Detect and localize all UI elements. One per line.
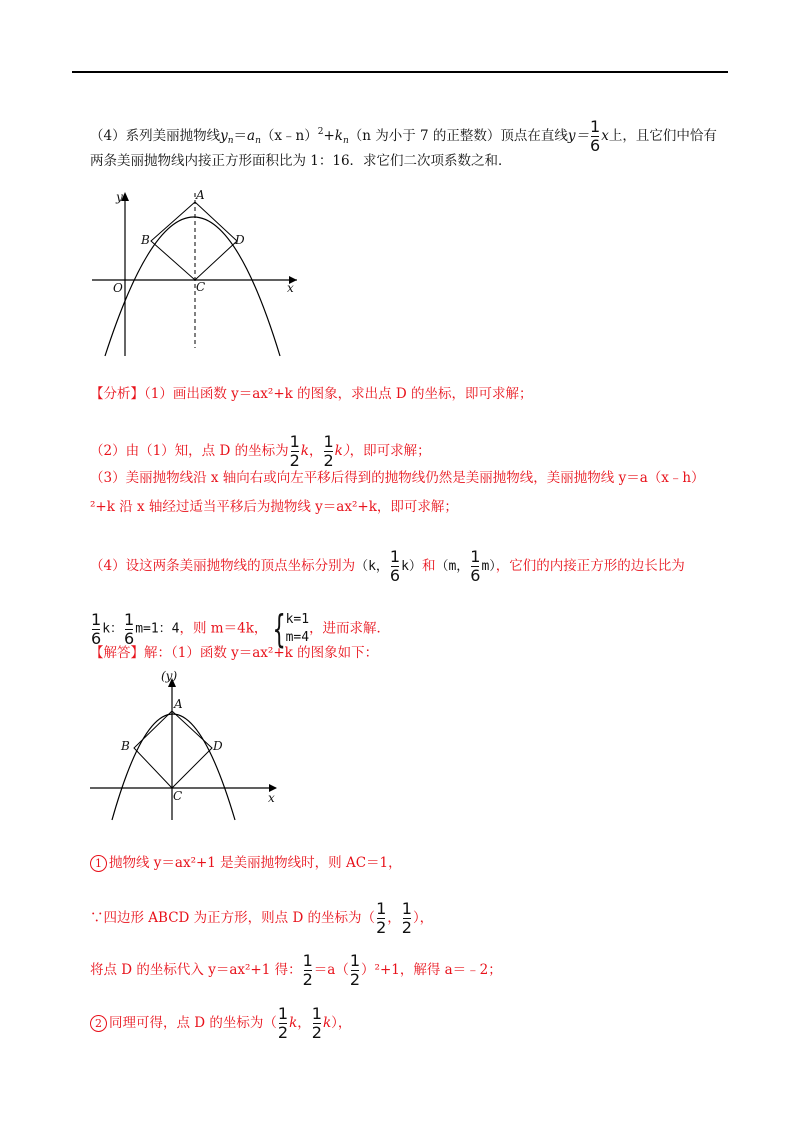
answer-step-2: ∵四边形 ABCD 为正方形，则点 D 的坐标为（ $\frac{1}{2}$ ， $\frac{1}{2}$ ）， xyxy=(90,899,434,937)
label-a: A xyxy=(196,188,205,202)
analysis-line-5: （4）设这两条美丽抛物线的顶点坐标分别为（k， $\frac{1}{6}$ k）和（m， $\frac{1}{6}$ m），它们的内接正方形的边长比为 xyxy=(90,547,685,585)
answer-line-1: 【解答】解：（1）函数 y＝ax²+k 的图象如下： xyxy=(90,645,379,661)
label-y: (y) xyxy=(161,669,178,683)
answer-step-4: 2 同理可得，点 D 的坐标为（ $\frac{1}{2}$ k， $\frac{1}{2}$ k）， xyxy=(90,1005,351,1042)
figure-parabola-2 xyxy=(90,668,280,828)
label-b: B xyxy=(121,739,130,753)
fraction-one-sixth: $\frac{1}{6}$ xyxy=(590,117,601,155)
header-rule xyxy=(72,71,728,73)
problem-line-2: 两条美丽抛物线内接正方形面积比为 1：16．求它们二次项系数之和． xyxy=(90,153,512,169)
analysis-line-1: 【分析】（1）画出函数 y＝ax²+k 的图象，求出点 D 的坐标，即可求解； xyxy=(90,386,533,402)
answer-step-1: 1 抛物线 y＝ax²+1 是美丽抛物线时，则 AC＝1， xyxy=(90,853,402,873)
analysis-tag: 【分析】 xyxy=(90,386,144,402)
circled-number-1: 1 xyxy=(90,855,107,872)
label-a: A xyxy=(174,697,183,711)
problem-line-1: （4）系列美丽抛物线$y_n=a_n(x﹣n)^2+k_n(n$ 为小于 7 的正整数）顶点在直线y＝ $\frac{1}{6}$ x上，且它们中恰有 xyxy=(90,117,717,155)
parabola-curve xyxy=(112,714,235,820)
inscribed-square xyxy=(134,711,212,788)
figure-parabola-1 xyxy=(90,188,310,363)
analysis-line-4: ²+k 沿 x 轴经过适当平移后为抛物线 y＝ax²+k，即可求解； xyxy=(90,499,458,515)
label-b: B xyxy=(141,233,150,247)
label-c: C xyxy=(173,789,183,803)
analysis-line-6: $\frac{1}{6}$ k： $\frac{1}{6}$ m=1：4，则 m＝4k， { k=1 m=4 ，进而求解． xyxy=(91,607,391,651)
label-x: x xyxy=(268,791,275,805)
label-c: C xyxy=(196,280,206,294)
label-x: x xyxy=(287,281,294,295)
label-y: y xyxy=(116,190,123,204)
label-o: O xyxy=(113,281,123,295)
parabola-curve xyxy=(105,217,280,356)
label-d: D xyxy=(235,233,245,247)
analysis-line-2: （2）由（1）知，点 D 的坐标为 $\frac{1}{2}$ k， $\frac{1}{2}$ k），即可求解； xyxy=(90,432,431,470)
circled-number-2: 2 xyxy=(90,1015,107,1032)
inscribed-square xyxy=(151,202,237,280)
analysis-line-3: （3）美丽抛物线沿 x 轴向右或向左平移后得到的抛物线仍然是美丽抛物线，美丽抛物线 y＝a（x﹣h） xyxy=(90,470,705,486)
label-d: D xyxy=(213,739,223,753)
answer-tag: 【解答】 xyxy=(90,645,144,661)
answer-step-3: 将点 D 的坐标代入 y＝ax²+1 得： $\frac{1}{2}$ ＝a（ $\frac{1}{2}$ ）²+1，解得 a＝﹣2； xyxy=(90,951,502,989)
